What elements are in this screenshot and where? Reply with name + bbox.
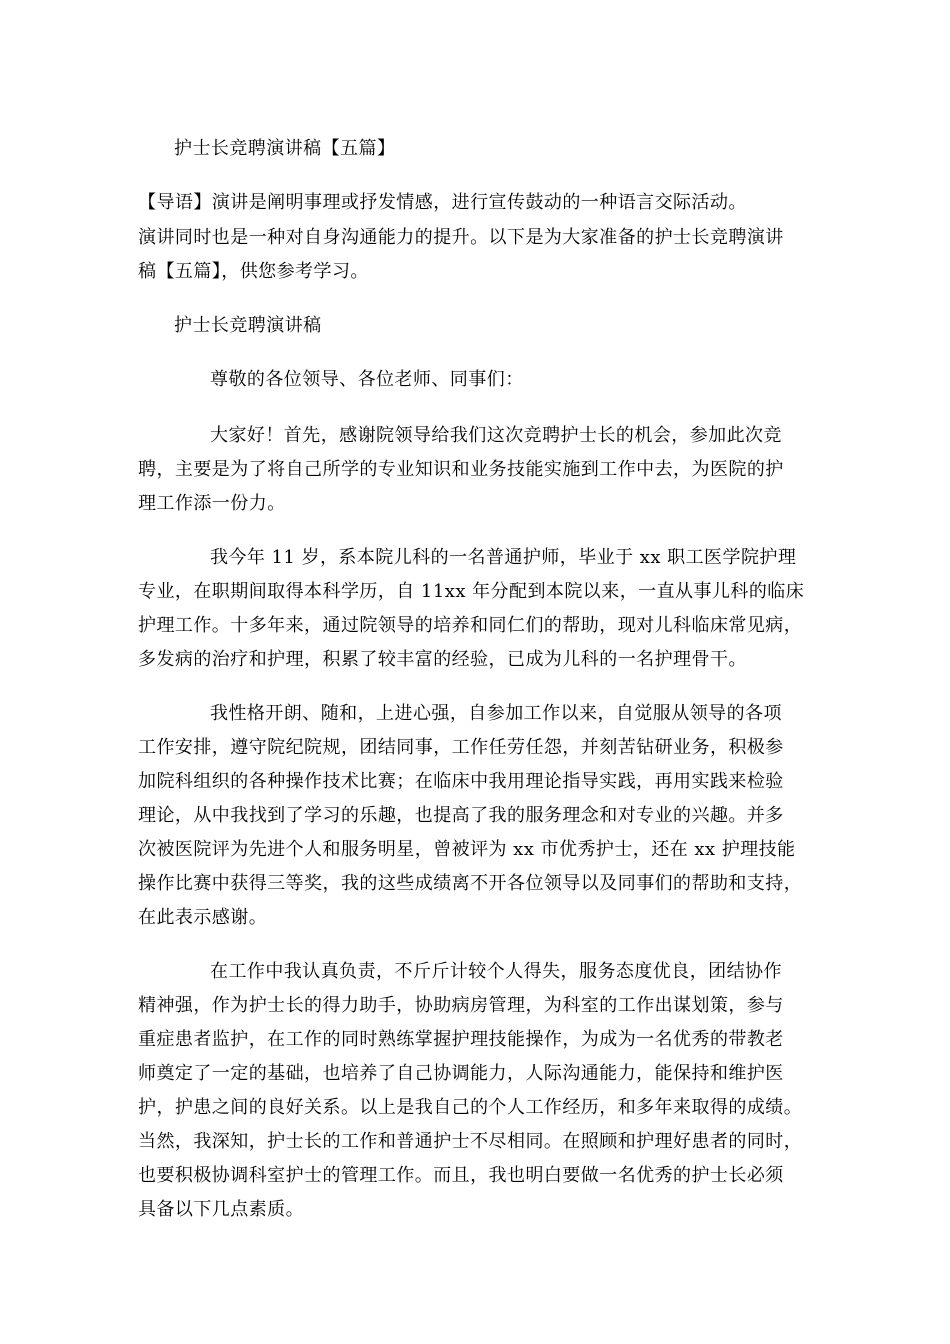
paragraph-line: 多发病的治疗和护理，积累了较丰富的经验，已成为儿科的一名护理骨干。 (138, 649, 747, 670)
paragraph-line: 工作安排，遵守院纪院规，团结同事，工作任劳任怨，并刻苦钻研业务，积极参 (138, 737, 784, 758)
paragraph-line: 具备以下几点素质。 (138, 1199, 305, 1220)
paragraph-line: 操作比赛中获得三等奖，我的这些成绩离不开各位领导以及同事们的帮助和支持， (138, 873, 803, 894)
paragraph-line: 在此表示感谢。 (138, 907, 268, 928)
intro-line: 演讲同时也是一种对自身沟通能力的提升。以下是为大家准备的护士长竞聘演讲 (138, 227, 784, 248)
paragraph-line: 护，护患之间的良好关系。以上是我自己的个人工作经历，和多年来取得的成绩。 (138, 1097, 803, 1118)
paragraph-line: 聘，主要是为了将自己所学的专业知识和业务技能实施到工作中去，为医院的护 (138, 459, 784, 480)
paragraph-line: 精神强，作为护士长的得力助手，协助病房管理，为科室的工作出谋划策，参与 (138, 995, 784, 1016)
intro-line: 【导语】演讲是阐明事理或抒发情感，进行宣传鼓动的一种语言交际活动。 (138, 192, 747, 213)
paragraph-line: 理论，从中我找到了学习的乐趣，也提高了我的服务理念和对专业的兴趣。并多 (138, 805, 784, 826)
paragraph-line: 我今年 11 岁，系本院儿科的一名普通护师，毕业于 xx 职工医学院护理 (210, 547, 797, 568)
paragraph-line: 重症患者监护，在工作的同时熟练掌握护理技能操作，为成为一名优秀的带教老 (138, 1029, 784, 1050)
paragraph-line: 在工作中我认真负责，不斤斤计较个人得失，服务态度优良，团结协作 (210, 961, 782, 982)
paragraph-line: 也要积极协调科室护士的管理工作。而且，我也明白要做一名优秀的护士长必须 (138, 1165, 784, 1186)
paragraph-line: 理工作添一份力。 (138, 493, 286, 514)
paragraph-line: 次被医院评为先进个人和服务明星，曾被评为 xx 市优秀护士，还在 xx 护理技能 (138, 839, 796, 860)
paragraph-line: 加院科组织的各种操作技术比赛；在临床中我用理论指导实践，再用实践来检验 (138, 771, 784, 792)
salutation: 尊敬的各位领导、各位老师、同事们： (210, 369, 524, 390)
intro-line: 稿【五篇】，供您参考学习。 (138, 261, 369, 282)
paragraph-line: 专业，在职期间取得本科学历，自 11xx 年分配到本院以来，一直从事儿科的临床 (138, 581, 805, 602)
paragraph-line: 大家好！首先，感谢院领导给我们这次竞聘护士长的机会，参加此次竞 (210, 425, 782, 446)
document-title: 护士长竞聘演讲稿【五篇】 (174, 138, 396, 159)
section-title: 护士长竞聘演讲稿 (174, 315, 322, 336)
paragraph-line: 师奠定了一定的基础，也培养了自己协调能力，人际沟通能力，能保持和维护医 (138, 1063, 784, 1084)
paragraph-line: 护理工作。十多年来，通过院领导的培养和同仁们的帮助，现对儿科临床常见病， (138, 615, 803, 636)
paragraph-line: 我性格开朗、随和，上进心强，自参加工作以来，自觉服从领导的各项 (210, 703, 782, 724)
paragraph-line: 当然，我深知，护士长的工作和普通护士不尽相同。在照顾和护理好患者的同时， (138, 1131, 803, 1152)
